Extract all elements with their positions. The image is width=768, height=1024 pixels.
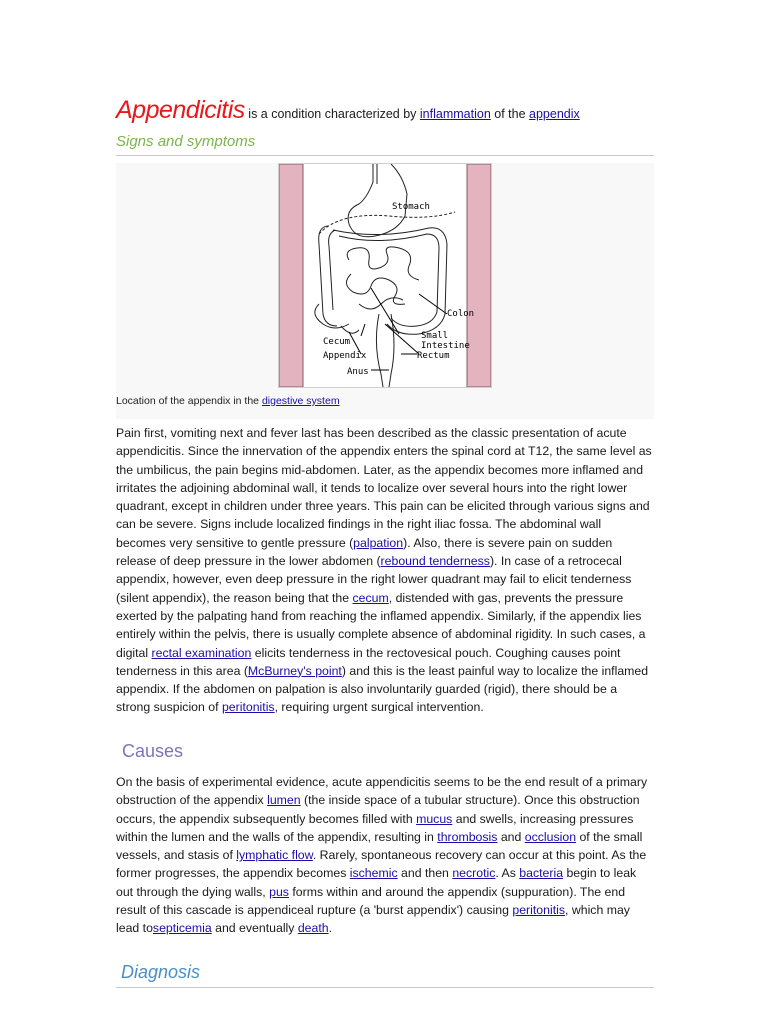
text-run: . Rarely, spontaneous recovery can occur at this point. As the former progresses, the appendix becomes <box>116 848 647 881</box>
link-appendix[interactable]: appendix <box>529 107 580 121</box>
text-run: Pain first, vomiting next and fever last has been described as the classic presentation of acute appendicitis. Since the innervation of the appendix enters the spinal cord at T12, the same level as the umbilicus, the pain begins mid-abdomen. Later, as the appendix becomes more inflamed and irritates the adjoining abdominal wall, it tends to localize over several hours into the right lower quadrant, except in children under three years. This pain can be elicited through various signs and can be severe. Signs include localized findings in the right iliac fossa. The abdominal wall becomes very sensitive to gentle pressure ( <box>116 426 652 550</box>
diagnosis-heading: Diagnosis <box>121 962 201 982</box>
divider <box>116 987 654 988</box>
signs-heading: Signs and symptoms <box>116 133 256 150</box>
causes-heading: Causes <box>122 741 184 761</box>
text-run: of the small vessels, and stasis of <box>116 829 643 863</box>
label-rectum: Rectum <box>417 351 450 361</box>
link-necrotic[interactable]: necrotic <box>452 866 496 881</box>
link-mcburney-s-point[interactable]: McBurney's point <box>247 663 342 678</box>
text-run: and eventually <box>211 921 298 936</box>
text-run: (the inside space of a tubular structure). Once this obstruction occurs, the appendix subsequently becomes filled with <box>116 793 640 826</box>
link-pus[interactable]: pus <box>269 884 289 899</box>
anatomy-illustration <box>279 164 491 387</box>
link-lymphatic-flow[interactable]: lymphatic flow <box>236 848 313 863</box>
text-run: , distended with gas, prevents the pressure exerted by the palpating hand from reaching the inflamed appendix. Similarly, if the appendix lies entirely within the pelvis, there is usually complete absence of abdominal rigidity. In such cases, a digital <box>116 590 646 660</box>
label-colon: Colon <box>447 309 475 319</box>
link-mucus[interactable]: mucus <box>416 811 453 826</box>
link-septicemia[interactable]: septicemia <box>152 921 212 936</box>
link-cecum[interactable]: cecum <box>352 590 389 605</box>
text-run: and swells, increasing pressures within the lumen and the walls of the appendix, resulting in <box>116 811 634 844</box>
link-peritonitis[interactable]: peritonitis <box>221 700 275 715</box>
link-inflammation[interactable]: inflammation <box>419 107 491 121</box>
text-run: begin to leak out through the dying walls, <box>116 866 637 899</box>
title-text-1: is a condition characterized by <box>244 107 420 121</box>
caption-text: Location of the appendix in the <box>116 395 262 407</box>
causes-paragraph <box>116 773 654 938</box>
text-run: , which may lead to <box>116 903 630 936</box>
text-run: . As <box>495 866 520 881</box>
text-run: ) and this is the least painful way to localize the inflamed appendix. If the abdomen on palpation is also involuntarily guarded (rigid), there should be a strong suspicion of <box>116 663 649 715</box>
title-line <box>116 96 580 125</box>
label-cecum: Cecum <box>323 337 351 347</box>
link-bacteria[interactable]: bacteria <box>519 866 564 881</box>
text-run: and <box>497 829 525 844</box>
figure-caption <box>116 395 340 407</box>
text-run: On the basis of experimental evidence, acute appendicitis seems to be the end result of a primary obstruction of the appendix <box>116 775 648 808</box>
label-small: Small <box>421 331 449 341</box>
text-run: ). Also, there is severe pain on sudden release of deep pressure in the lower abdomen ( <box>116 535 613 569</box>
link-palpation[interactable]: palpation <box>353 535 404 550</box>
text-run: and then <box>397 866 453 881</box>
label-anus: Anus <box>347 367 369 377</box>
figure <box>116 163 654 419</box>
page-title: Appendicitis <box>116 96 245 124</box>
text-run: , requiring urgent surgical intervention. <box>274 700 484 715</box>
digestive-system-diagram <box>278 163 492 388</box>
link-peritonitis[interactable]: peritonitis <box>512 903 566 918</box>
label-appendix: Appendix <box>323 351 367 361</box>
text-run: . <box>328 921 333 936</box>
text-run: forms within and around the appendix (suppuration). The end result of this cascade is appendiceal rupture (a 'burst appendix') causing <box>116 884 626 918</box>
link-rebound-tenderness[interactable]: rebound tenderness <box>380 554 490 569</box>
text-run: ). In case of a retrocecal appendix, however, even deep pressure in the right lower quadrant may fail to elicit tenderness (silent appendix), the reason being that the <box>116 554 632 605</box>
signs-paragraph <box>116 424 654 717</box>
label-stomach: Stomach <box>392 202 430 212</box>
link-occlusion[interactable]: occlusion <box>524 829 577 844</box>
link-ischemic[interactable]: ischemic <box>349 866 398 881</box>
title-text-2: of the <box>490 107 530 121</box>
label-intestine: Intestine <box>421 341 470 351</box>
divider <box>116 155 654 156</box>
link-rectal-examination[interactable]: rectal examination <box>151 645 252 660</box>
link-lumen[interactable]: lumen <box>267 793 301 808</box>
text-run: elicits tenderness in the rectovesical pouch. Coughing causes point tenderness in this area ( <box>116 645 621 678</box>
link-thrombosis[interactable]: thrombosis <box>437 829 498 844</box>
link-digestive-system[interactable]: digestive system <box>261 395 340 407</box>
link-death[interactable]: death <box>297 921 329 936</box>
